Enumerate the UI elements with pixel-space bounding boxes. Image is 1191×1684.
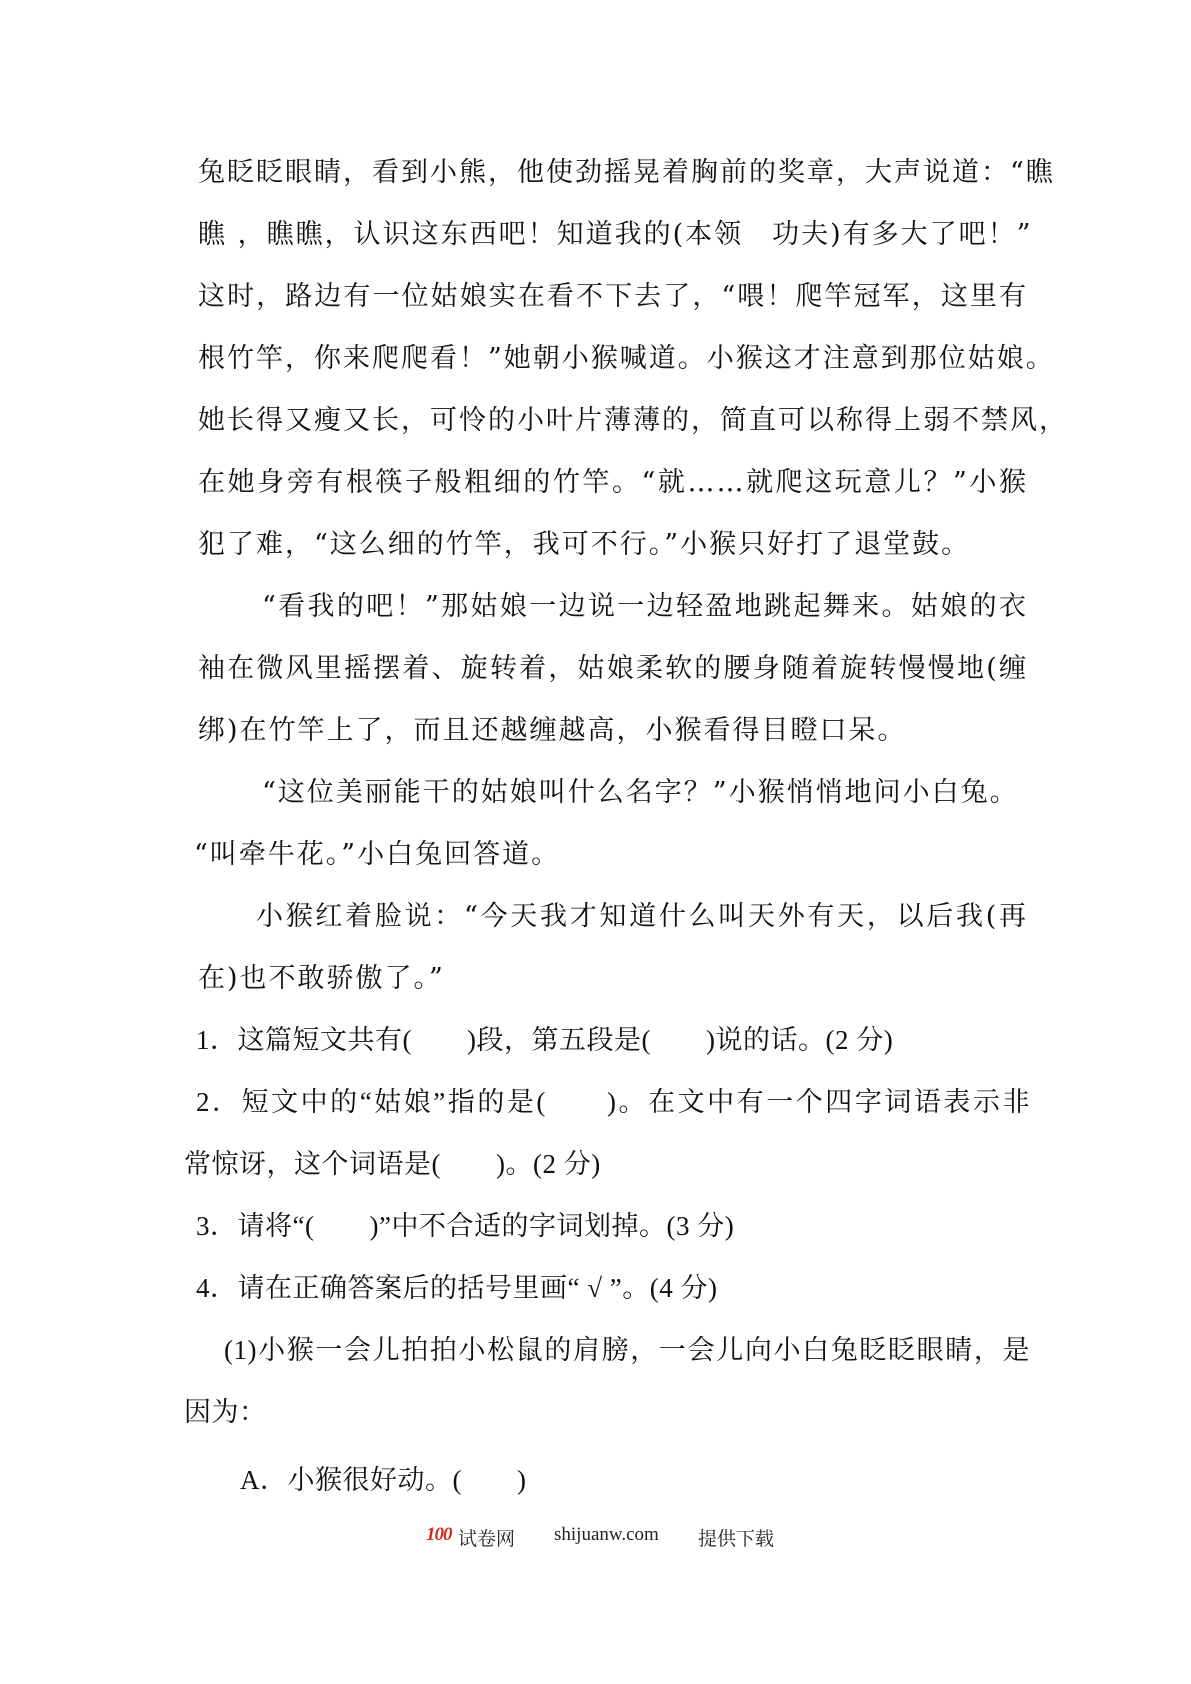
question-4-1-line-1: (1)小猴一会儿拍拍小松鼠的肩膀，一会儿向小白兔眨眨眼睛，是 <box>224 1335 1030 1365</box>
passage-line-11: “这位美丽能干的姑娘叫什么名字？”小猴悄悄地问小白兔。 <box>262 777 1019 808</box>
passage-line-8: “看我的吧！”那姑娘一边说一边轻盈地跳起舞来。姑娘的衣 <box>262 591 1028 622</box>
passage-line-1: 兔眨眨眼睛，看到小熊，他使劲摇晃着胸前的奖章，大声说道：“瞧 <box>198 157 1055 188</box>
question-1: 1．这篇短文共有( )段，第五段是( )说的话。(2 分) <box>196 1025 894 1055</box>
passage-line-4: 根竹竿，你来爬爬看！”她朝小猴喊道。小猴这才注意到那位姑娘。 <box>198 343 1055 374</box>
footer-note: 提供下载 <box>698 1529 775 1550</box>
footer-logo-text: 试卷网 <box>458 1529 516 1550</box>
question-2-line-1: 2．短文中的“姑娘”指的是( )。在文中有一个四字词语表示非 <box>196 1087 1030 1117</box>
footer-logo-number: 100 <box>426 1524 452 1545</box>
page-footer <box>0 1522 1191 1552</box>
passage-line-12: “叫牵牛花。”小白兔回答道。 <box>194 839 561 870</box>
passage-line-10: 绑)在竹竿上了，而且还越缠越高，小猴看得目瞪口呆。 <box>198 715 907 746</box>
question-3: 3．请将“( )”中不合适的字词划掉。(3 分) <box>196 1211 735 1241</box>
passage-line-5: 她长得又瘦又长，可怜的小叶片薄薄的，简直可以称得上弱不禁风， <box>198 405 1068 436</box>
passage-line-6: 在她身旁有根筷子般粗细的竹竿。“就……就爬这玩意儿？”小猴 <box>198 467 1028 498</box>
footer-site-link[interactable]: shijuanw.com <box>554 1524 659 1545</box>
passage-line-3: 这时，路边有一位姑娘实在看不下去了，“喂！爬竿冠军，这里有 <box>198 281 1028 312</box>
question-4: 4．请在正确答案后的括号里画“ √ ”。(4 分) <box>196 1273 718 1303</box>
passage-line-9: 袖在微风里摇摆着、旋转着，姑娘柔软的腰身随着旋转慢慢地(缠 <box>198 653 1028 684</box>
passage-line-13: 小猴红着脸说：“今天我才知道什么叫天外有天，以后我(再 <box>256 901 1028 932</box>
question-2-line-2: 常惊讶，这个词语是( )。(2 分) <box>184 1149 601 1179</box>
passage-line-7: 犯了难，“这么细的竹竿，我可不行。”小猴只好打了退堂鼓。 <box>198 529 971 560</box>
question-4-1-option-a: A．小猴很好动。( ) <box>240 1465 527 1495</box>
question-4-1-line-2: 因为： <box>184 1397 267 1427</box>
passage-line-14: 在)也不敢骄傲了。” <box>198 963 445 994</box>
passage-line-2: 瞧 ，瞧瞧，认识这东西吧！知道我的(本领 功夫)有多大了吧！” <box>198 219 1033 250</box>
